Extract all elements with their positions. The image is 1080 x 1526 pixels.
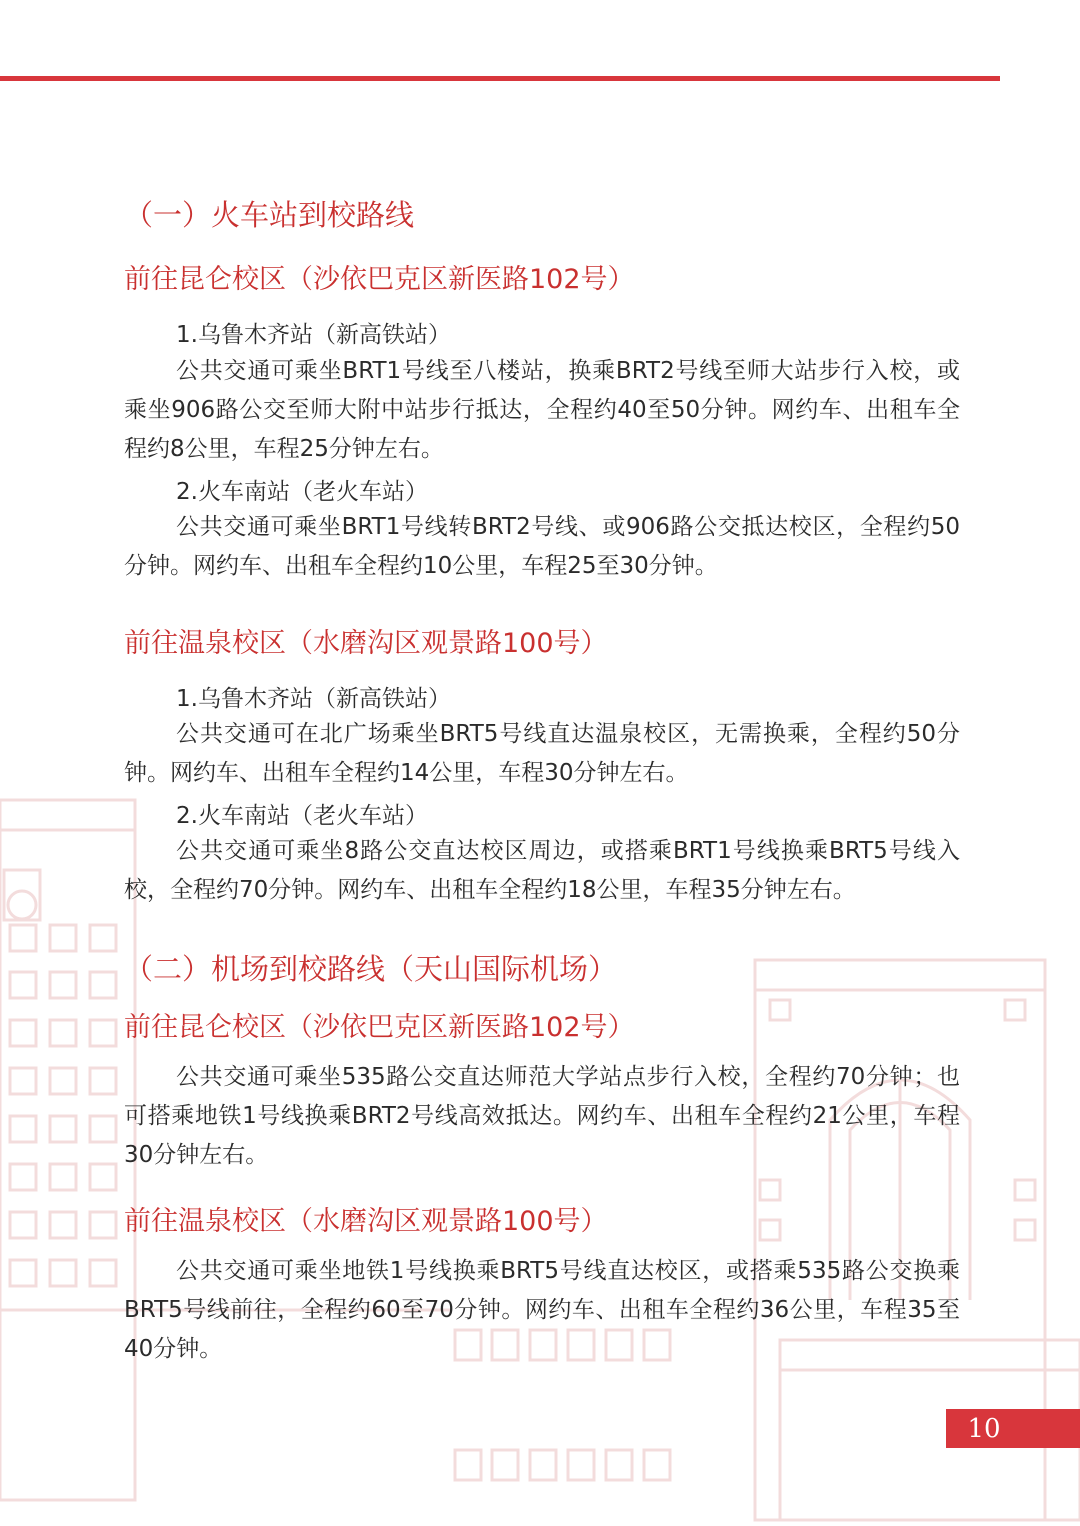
route-paragraph: 公共交通可乘坐535路公交直达师范大学站点步行入校，全程约70分钟；也可搭乘地铁1号线换乘BRT2号线高效抵达。网约车、出租车全程约21公里，车程30分钟左右。 [124, 1064, 960, 1168]
station-south-railway: 2.火车南站（老火车站） [176, 479, 428, 505]
subheading-wenquan-campus: 前往温泉校区（水磨沟区观景路100号） [124, 1206, 608, 1237]
route-paragraph: 公共交通可乘坐BRT1号线转BRT2号线、或906路公交抵达校区，全程约50分钟。网约车、出租车全程约10公里，车程25至30分钟。 [124, 514, 960, 579]
subheading-kunlun-campus: 前往昆仑校区（沙依巴克区新医路102号） [124, 1012, 635, 1043]
route-paragraph: 公共交通可在北广场乘坐BRT5号线直达温泉校区，无需换乘，全程约50分钟。网约车、出租车全程约14公里，车程30分钟左右。 [124, 721, 960, 786]
section-title-airport: （二）机场到校路线（天山国际机场） [124, 952, 618, 986]
subheading-kunlun-campus: 前往昆仑校区（沙依巴克区新医路102号） [124, 264, 635, 295]
section-title-train: （一）火车站到校路线 [124, 198, 415, 232]
page-number: 10 [946, 1409, 1080, 1448]
route-paragraph: 公共交通可乘坐BRT1号线至八楼站，换乘BRT2号线至师大站步行入校，或乘坐906路公交至师大附中站步行抵达，全程约40至50分钟。网约车、出租车全程约8公里，车程25分钟左右。 [124, 358, 960, 462]
station-south-railway: 2.火车南站（老火车站） [176, 803, 428, 829]
route-paragraph: 公共交通可乘坐8路公交直达校区周边，或搭乘BRT1号线换乘BRT5号线入校，全程约70分钟。网约车、出租车全程约18公里，车程35分钟左右。 [124, 838, 960, 903]
station-urumqi-new: 1.乌鲁木齐站（新高铁站） [176, 686, 451, 712]
subheading-wenquan-campus: 前往温泉校区（水磨沟区观景路100号） [124, 628, 608, 659]
top-rule [0, 76, 1000, 81]
station-urumqi-new: 1.乌鲁木齐站（新高铁站） [176, 322, 451, 348]
route-paragraph: 公共交通可乘坐地铁1号线换乘BRT5号线直达校区，或搭乘535路公交换乘BRT5号线前往，全程约60至70分钟。网约车、出租车全程约36公里，车程35至40分钟。 [124, 1258, 960, 1362]
